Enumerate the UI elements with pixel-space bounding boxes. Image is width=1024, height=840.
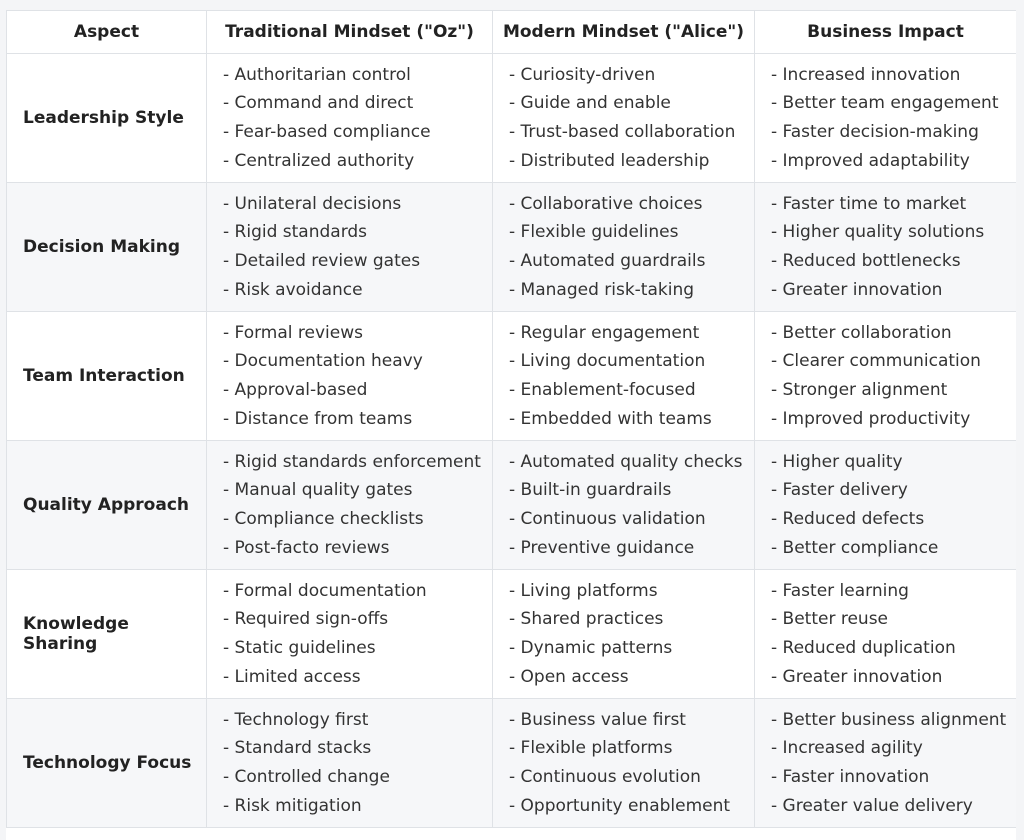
list-item: - Static guidelines — [223, 638, 376, 658]
cell-impact — [755, 312, 1017, 441]
impact-list — [771, 190, 1016, 304]
list-item: - Rigid standards enforcement — [223, 451, 481, 472]
list-item: - Higher quality — [771, 451, 903, 472]
list-item: - Automated quality checks — [509, 451, 743, 472]
header-aspect: Aspect — [7, 11, 207, 54]
cell-traditional — [207, 441, 493, 570]
impact-list — [771, 577, 1016, 691]
list-item: - Business value first — [509, 709, 686, 730]
list-item: - Flexible platforms — [509, 738, 673, 759]
list-item: - Built-in guardrails — [509, 480, 672, 501]
traditional-list — [223, 319, 492, 433]
list-item: - Reduced defects — [771, 509, 925, 529]
list-item: - Fear-based compliance — [223, 122, 431, 142]
list-item: - Living platforms — [509, 580, 658, 601]
list-item: - Risk mitigation — [223, 795, 362, 816]
list-item: - Flexible guidelines — [509, 222, 679, 243]
list-item: - Embedded with teams — [509, 408, 712, 429]
modern-list — [509, 190, 754, 304]
list-item: - Greater innovation — [771, 666, 943, 687]
header-traditional-mindset: Traditional Mindset ("Oz") — [207, 11, 493, 54]
table-row — [7, 312, 1017, 441]
cell-traditional — [207, 54, 493, 183]
header-business-impact: Business Impact — [755, 11, 1017, 54]
traditional-list — [223, 448, 492, 562]
cell-traditional — [207, 312, 493, 441]
list-item: - Command and direct — [223, 93, 414, 114]
list-item: - Formal reviews — [223, 322, 363, 343]
cell-modern — [493, 441, 755, 570]
list-item: - Improved productivity — [771, 408, 971, 429]
list-item: - Continuous validation — [509, 509, 706, 529]
row-aspect-label: Technology Focus — [7, 699, 207, 828]
table-row — [7, 441, 1017, 570]
row-aspect-label: Leadership Style — [7, 54, 207, 183]
list-item: - Living documentation — [509, 351, 706, 372]
list-item: - Better business alignment — [771, 709, 1007, 730]
row-aspect-label: Quality Approach — [7, 441, 207, 570]
list-item: - Guide and enable — [509, 93, 671, 114]
header-modern-mindset: Modern Mindset ("Alice") — [493, 11, 755, 54]
modern-list — [509, 706, 754, 820]
cell-modern — [493, 570, 755, 699]
table-row — [7, 570, 1017, 699]
cell-modern — [493, 54, 755, 183]
traditional-list — [223, 706, 492, 820]
cell-impact — [755, 183, 1017, 312]
list-item: - Controlled change — [223, 767, 390, 787]
list-item: - Automated guardrails — [509, 251, 706, 271]
list-item: - Greater innovation — [771, 279, 943, 300]
list-item: - Greater value delivery — [771, 795, 973, 816]
list-item: - Clearer communication — [771, 351, 981, 372]
list-item: - Enablement-focused — [509, 380, 696, 400]
list-item: - Reduced duplication — [771, 638, 956, 658]
list-item: - Increased agility — [771, 738, 923, 759]
list-item: - Better team engagement — [771, 93, 999, 114]
table-body — [7, 54, 1017, 828]
list-item: - Opportunity enablement — [509, 795, 731, 816]
list-item: - Improved adaptability — [771, 150, 970, 171]
list-item: - Manual quality gates — [223, 480, 413, 501]
list-item: - Continuous evolution — [509, 767, 701, 787]
list-item: - Preventive guidance — [509, 537, 695, 558]
cell-impact — [755, 441, 1017, 570]
cell-traditional — [207, 183, 493, 312]
list-item: - Rigid standards — [223, 222, 368, 243]
row-aspect-label: Decision Making — [7, 183, 207, 312]
list-item: - Formal documentation — [223, 580, 427, 601]
list-item: - Distance from teams — [223, 408, 413, 429]
list-item: - Increased innovation — [771, 64, 961, 85]
list-item: - Shared practices — [509, 609, 664, 630]
list-item: - Faster delivery — [771, 480, 908, 501]
table-header-row — [7, 11, 1017, 54]
list-item: - Risk avoidance — [223, 279, 363, 300]
list-item: - Limited access — [223, 666, 361, 687]
list-item: - Higher quality solutions — [771, 222, 985, 243]
cell-impact — [755, 570, 1017, 699]
list-item: - Better collaboration — [771, 322, 952, 343]
list-item: - Faster innovation — [771, 767, 930, 787]
list-item: - Compliance checklists — [223, 509, 424, 529]
impact-list — [771, 61, 1016, 175]
impact-list — [771, 448, 1016, 562]
list-item: - Better reuse — [771, 609, 889, 630]
modern-list — [509, 448, 754, 562]
list-item: - Managed risk-taking — [509, 279, 695, 300]
impact-list — [771, 706, 1016, 820]
list-item: - Reduced bottlenecks — [771, 251, 961, 271]
traditional-list — [223, 61, 492, 175]
cell-modern — [493, 699, 755, 828]
list-item: - Distributed leadership — [509, 150, 710, 171]
cell-impact — [755, 54, 1017, 183]
table-row — [7, 183, 1017, 312]
list-item: - Authoritarian control — [223, 64, 411, 85]
traditional-list — [223, 577, 492, 691]
list-item: - Curiosity-driven — [509, 64, 656, 85]
list-item: - Unilateral decisions — [223, 193, 402, 214]
cell-impact — [755, 699, 1017, 828]
list-item: - Faster time to market — [771, 193, 967, 214]
table-row — [7, 699, 1017, 828]
list-item: - Trust-based collaboration — [509, 122, 736, 142]
traditional-list — [223, 190, 492, 304]
list-item: - Approval-based — [223, 380, 368, 400]
table-row — [7, 54, 1017, 183]
impact-list — [771, 319, 1016, 433]
list-item: - Centralized authority — [223, 150, 415, 171]
list-item: - Regular engagement — [509, 322, 700, 343]
modern-list — [509, 319, 754, 433]
cell-modern — [493, 312, 755, 441]
list-item: - Documentation heavy — [223, 351, 423, 372]
list-item: - Detailed review gates — [223, 251, 421, 271]
list-item: - Better compliance — [771, 537, 939, 558]
row-aspect-label: Knowledge Sharing — [7, 570, 207, 699]
list-item: - Standard stacks — [223, 738, 372, 759]
list-item: - Required sign-offs — [223, 609, 389, 630]
comparison-table-container — [6, 10, 1016, 840]
row-aspect-label: Team Interaction — [7, 312, 207, 441]
list-item: - Collaborative choices — [509, 193, 703, 214]
list-item: - Open access — [509, 666, 629, 687]
list-item: - Dynamic patterns — [509, 638, 673, 658]
modern-list — [509, 61, 754, 175]
modern-list — [509, 577, 754, 691]
mindset-comparison-table — [6, 10, 1016, 828]
list-item: - Faster decision-making — [771, 122, 979, 142]
list-item: - Post-facto reviews — [223, 537, 390, 558]
cell-traditional — [207, 699, 493, 828]
list-item: - Stronger alignment — [771, 380, 948, 400]
list-item: - Faster learning — [771, 580, 909, 601]
cell-modern — [493, 183, 755, 312]
cell-traditional — [207, 570, 493, 699]
list-item: - Technology first — [223, 709, 369, 730]
